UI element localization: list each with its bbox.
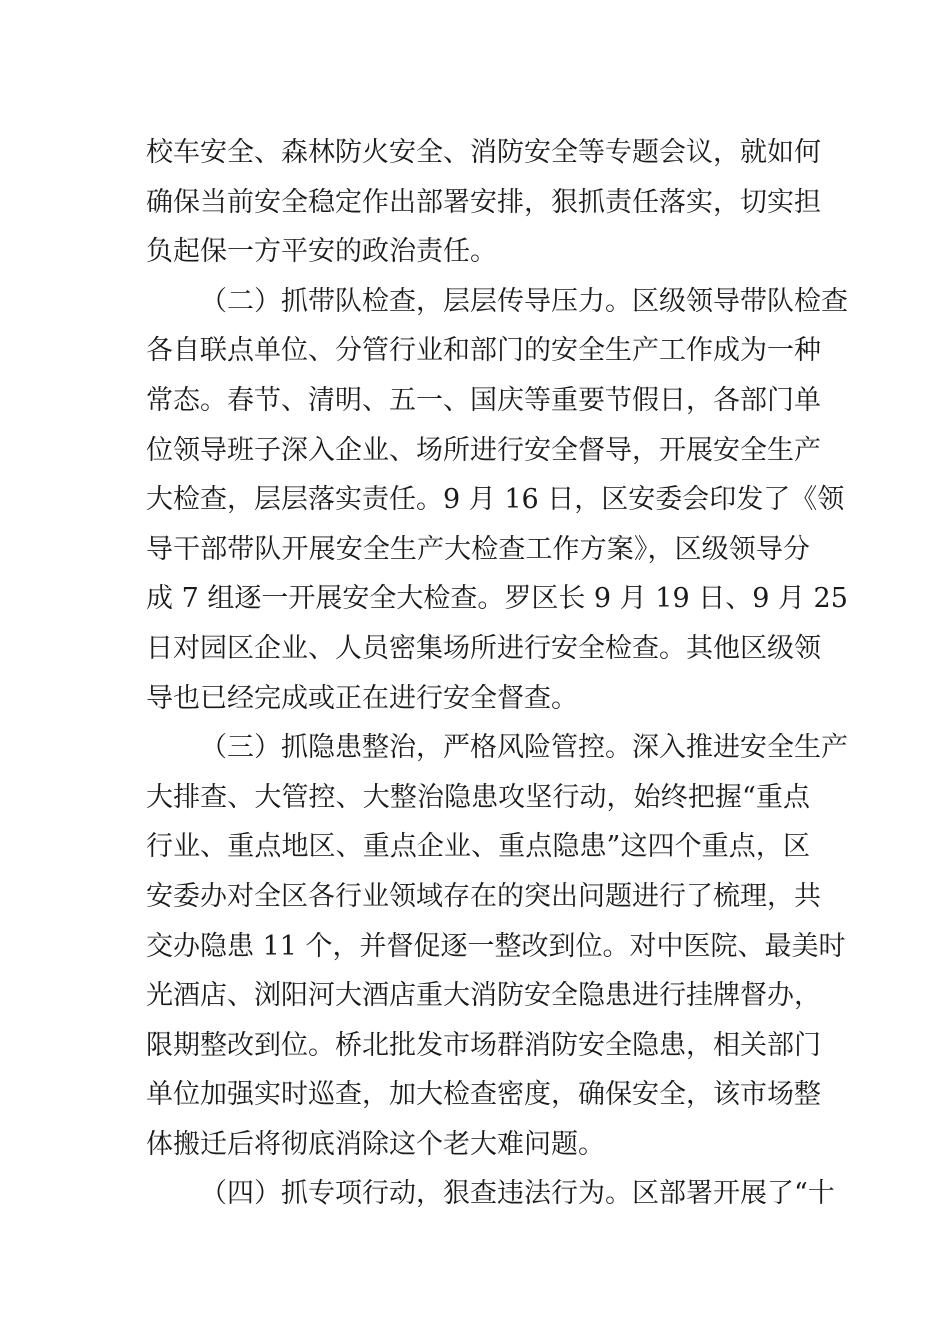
text-line: 位领导班子深入企业、场所进行安全督导，开展安全生产 (146, 434, 821, 466)
text-line: 单位加强实时巡查，加大检查密度，确保安全，该市场整 (146, 1079, 821, 1111)
text-line: 光酒店、浏阳河大酒店重大消防安全隐患进行挂牌督办， (146, 980, 821, 1012)
text-line: 导也已经完成或正在进行安全督查。 (146, 682, 578, 714)
text-line: （三）抓隐患整治，严格风险管控。深入推进安全生产 (200, 732, 848, 764)
text-line: 体搬迁后将彻底消除这个老大难问题。 (146, 1128, 605, 1160)
text-line: 行业、重点地区、重点企业、重点隐患”这四个重点，区 (146, 831, 810, 863)
text-line: （二）抓带队检查，层层传导压力。区级领导带队检查 (200, 285, 848, 317)
text-line: 大排查、大管控、大整治隐患攻坚行动，始终把握“重点 (146, 781, 810, 813)
text-line: 负起保一方平安的政治责任。 (146, 236, 497, 268)
text-line: 限期整改到位。桥北批发市场群消防安全隐患，相关部门 (146, 1029, 821, 1061)
document-body (146, 128, 848, 1219)
text-line: 交办隐患 11 个，并督促逐一整改到位。对中医院、最美时 (146, 930, 846, 962)
text-line: 常态。春节、清明、五一、国庆等重要节假日，各部门单 (146, 384, 821, 416)
text-line: 导干部带队开展安全生产大检查工作方案》，区级领导分 (146, 533, 810, 565)
text-line: 校车安全、森林防火安全、消防安全等专题会议，就如何 (146, 137, 821, 168)
text-line: 成 7 组逐一开展安全大检查。罗区长 9 月 19 日、9 月 25 (146, 583, 848, 615)
text-line: 大检查，层层落实责任。9 月 16 日，区安委会印发了《领 (146, 484, 845, 516)
text-line: （四）抓专项行动，狠查违法行为。区部署开展了“十 (200, 1178, 835, 1210)
text-line: 各自联点单位、分管行业和部门的安全生产工作成为一种 (146, 335, 821, 367)
text-line: 确保当前安全稳定作出部署安排，狠抓责任落实，切实担 (146, 186, 821, 218)
text-line: 日对园区企业、人员密集场所进行安全检查。其他区级领 (146, 632, 821, 664)
text-line: 安委办对全区各行业领域存在的突出问题进行了梳理，共 (146, 880, 821, 912)
